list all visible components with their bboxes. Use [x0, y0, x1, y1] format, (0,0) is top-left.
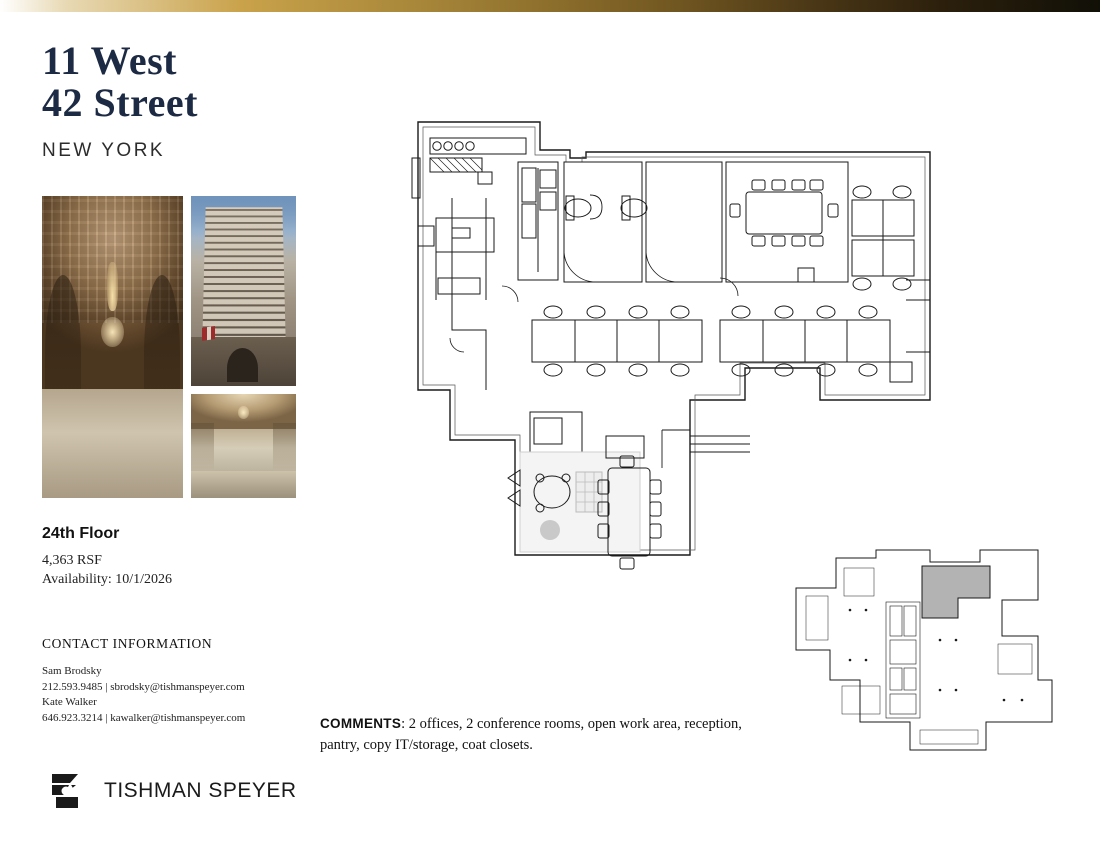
- company-logo: [42, 768, 297, 814]
- contact-information: [42, 636, 362, 726]
- floor-plan-drawing: [390, 100, 950, 580]
- brand-block: [42, 40, 302, 162]
- building-facade-photo: [191, 196, 296, 386]
- lobby-vaulted-ceiling-photo: [42, 196, 183, 498]
- title-line-2: 42 Street: [42, 80, 198, 125]
- comments-block: [320, 713, 760, 756]
- comments-text: : 2 offices, 2 conference rooms, open work area, reception, pantry, copy IT/storage, coat closets.: [320, 716, 742, 753]
- floor-info: [42, 525, 342, 589]
- contact-heading: CONTACT INFORMATION: [42, 636, 213, 651]
- city-label: NEW YORK: [42, 140, 166, 161]
- contact-name-2: Kate Walker: [42, 696, 97, 708]
- corridor-photo: [191, 394, 296, 498]
- page-title: [42, 40, 302, 124]
- floor-availability: Availability: 10/1/2026: [42, 572, 173, 587]
- contact-name-1: Sam Brodsky: [42, 665, 102, 677]
- contact-details-1[interactable]: 212.593.9485 | sbrodsky@tishmanspeyer.com: [42, 680, 245, 693]
- comments-label: COMMENTS: [320, 716, 402, 731]
- top-gold-bar: [0, 0, 1100, 12]
- tishman-speyer-mark-icon: [42, 768, 88, 814]
- floor-name: 24th Floor: [42, 525, 120, 542]
- title-line-1: 11 West: [42, 38, 178, 83]
- floor-rsf: 4,363 RSF: [42, 553, 102, 568]
- company-name: TISHMAN SPEYER: [104, 779, 297, 802]
- key-plan-diagram: [790, 540, 1060, 760]
- photo-grid: [42, 196, 296, 498]
- contact-details-2[interactable]: 646.923.3214 | kawalker@tishmanspeyer.com: [42, 711, 246, 724]
